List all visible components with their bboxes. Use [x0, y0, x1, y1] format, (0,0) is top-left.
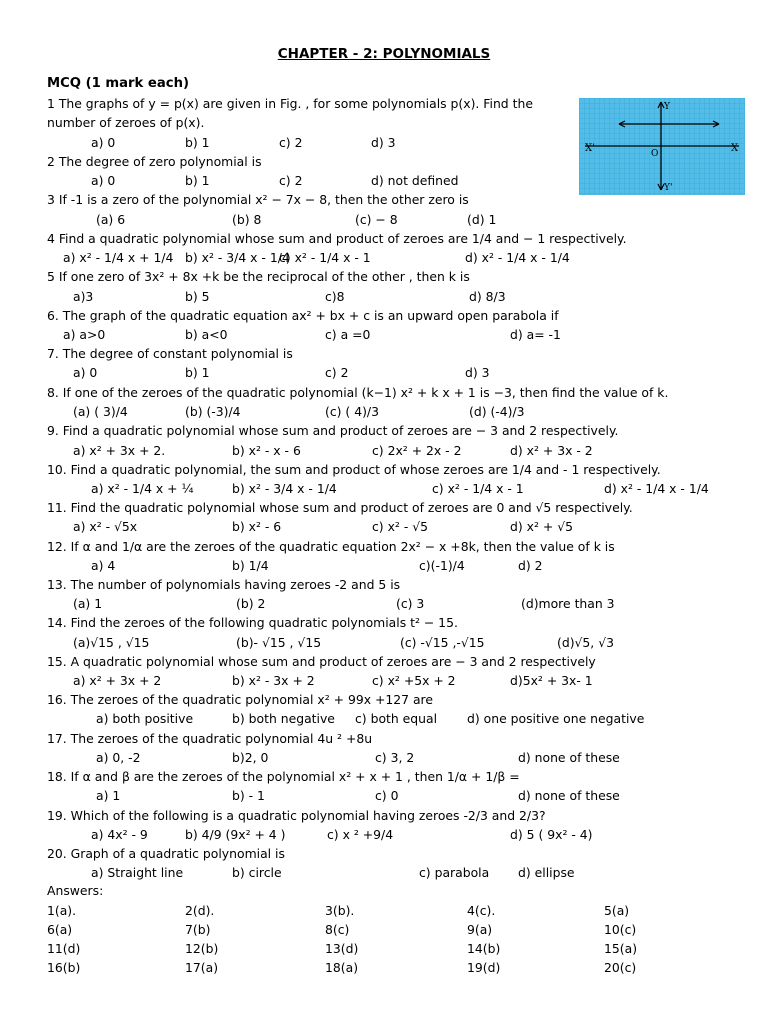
answer-option-d: (d)more than 3	[521, 596, 615, 611]
answer-option-d: d) one positive one negative	[467, 711, 645, 726]
question-text: 2 The degree of zero polynomial is	[47, 154, 262, 169]
answer-option-c: (c) -√15 ,-√15	[400, 635, 485, 650]
answer-option-d: d) x² + 3x - 2	[510, 443, 593, 458]
answer-option-a: a) both positive	[96, 711, 194, 726]
answer-option-c: c)8	[325, 289, 345, 304]
answer-key-item: 4(c).	[467, 903, 496, 918]
question-text: 8. If one of the zeroes of the quadratic polynomial (k−1) x² + k x + 1 is −3, then find the value of k.	[47, 385, 669, 400]
answer-option-b: (b)- √15 , √15	[236, 635, 322, 650]
answer-option-d: d) 2	[518, 558, 543, 573]
answer-option-c: c) 2	[279, 173, 303, 188]
question-text: 18. If α and β are the zeroes of the polynomial x² + x + 1 , then 1/α + 1/β =	[47, 769, 520, 784]
answer-option-d: d) none of these	[518, 788, 620, 803]
answer-key-item: 1(a).	[47, 903, 77, 918]
question-text: 15. A quadratic polynomial whose sum and product of zeroes are − 3 and 2 respectively	[47, 654, 596, 669]
question-text: 16. The zeroes of the quadratic polynomial x² + 99x +127 are	[47, 692, 433, 707]
answer-option-d: d) a= -1	[510, 327, 561, 342]
answer-key-item: 13(d)	[325, 941, 359, 956]
answer-option-a: a) 0	[91, 173, 116, 188]
answer-option-a: a) x² - 1/4 x + ¼	[91, 481, 194, 496]
answer-key-item: 6(a)	[47, 922, 73, 937]
answer-option-a: a) a>0	[63, 327, 106, 342]
answer-option-a: a) 0	[91, 135, 116, 150]
answer-key-item: 19(d)	[467, 960, 501, 975]
answer-option-a: a) 1	[96, 788, 121, 803]
answer-option-a: (a) 1	[73, 596, 103, 611]
question-text: 5 If one zero of 3x² + 8x +k be the reciprocal of the other , then k is	[47, 269, 470, 284]
answer-option-b: b) x² - 3x + 2	[232, 673, 315, 688]
answer-option-b: (b) 2	[236, 596, 266, 611]
answer-option-b: b) 1	[185, 173, 210, 188]
answer-option-b: b) 1	[185, 135, 210, 150]
question-text: 20. Graph of a quadratic polynomial is	[47, 846, 285, 861]
answer-key-item: 17(a)	[185, 960, 219, 975]
answer-key-item: 5(a)	[604, 903, 630, 918]
answer-option-b: b) circle	[232, 865, 282, 880]
answer-option-b: b) 1/4	[232, 558, 269, 573]
answer-option-a: (a)√15 , √15	[73, 635, 150, 650]
answer-option-c: c)(-1)/4	[419, 558, 465, 573]
answer-option-c: (c) ( 4)/3	[325, 404, 379, 419]
question-text: 17. The zeroes of the quadratic polynomial 4u ² +8u	[47, 731, 373, 746]
answer-option-b: (b) 8	[232, 212, 262, 227]
question-text: 9. Find a quadratic polynomial whose sum and product of zeroes are − 3 and 2 respectively.	[47, 423, 619, 438]
graph-figure	[579, 98, 745, 195]
answer-option-a: a) 4	[91, 558, 116, 573]
answer-option-c: c) 0	[375, 788, 399, 803]
answer-option-a: (a) 6	[96, 212, 126, 227]
question-text-continued: number of zeroes of p(x).	[47, 115, 205, 130]
answer-option-d: d) none of these	[518, 750, 620, 765]
question-text: 14. Find the zeroes of the following quadratic polynomials t² − 15.	[47, 615, 458, 630]
answer-option-d: (d) (-4)/3	[469, 404, 525, 419]
answer-option-b: b) - 1	[232, 788, 265, 803]
answer-key-item: 14(b)	[467, 941, 501, 956]
answer-option-d: d) x² - 1/4 x - 1/4	[604, 481, 709, 496]
answer-option-d: d) ellipse	[518, 865, 575, 880]
question-text: 12. If α and 1/α are the zeroes of the quadratic equation 2x² − x +8k, then the value of k is	[47, 539, 615, 554]
answer-option-c: c) x ² +9/4	[327, 827, 394, 842]
answer-option-b: b) 1	[185, 365, 210, 380]
question-text: 7. The degree of constant polynomial is	[47, 346, 293, 361]
question-text: 3 If -1 is a zero of the polynomial x² − 7x − 8, then the other zero is	[47, 192, 469, 207]
answer-key-item: 10(c)	[604, 922, 637, 937]
answer-key-item: 7(b)	[185, 922, 211, 937]
answer-option-c: c) a =0	[325, 327, 371, 342]
answer-option-c: c) parabola	[419, 865, 490, 880]
answer-option-d: d)5x² + 3x- 1	[510, 673, 593, 688]
answer-option-d: d) 3	[465, 365, 490, 380]
answer-option-d: d) not defined	[371, 173, 459, 188]
answer-option-c: c) 2	[325, 365, 349, 380]
answer-option-b: b) x² - x - 6	[232, 443, 301, 458]
answer-option-a: a) x² - √5x	[73, 519, 138, 534]
answer-option-b: b) x² - 3/4 x - 1/4	[232, 481, 337, 496]
answer-option-a: a) 0, -2	[96, 750, 141, 765]
answer-option-b: b) x² - 3/4 x - 1/4	[185, 250, 290, 265]
answer-option-a: a) 4x² - 9	[91, 827, 148, 842]
question-text: 4 Find a quadratic polynomial whose sum and product of zeroes are 1/4 and − 1 respectively.	[47, 231, 627, 246]
answer-option-c: c) x² +5x + 2	[372, 673, 456, 688]
question-text: 19. Which of the following is a quadratic polynomial having zeroes -2/3 and 2/3?	[47, 808, 546, 823]
answer-option-a: a) 0	[73, 365, 98, 380]
y-pos-label: Y	[664, 102, 670, 112]
answer-option-b: (b) (-3)/4	[185, 404, 241, 419]
answer-key-item: 11(d)	[47, 941, 81, 956]
answer-option-c: (c) − 8	[355, 212, 398, 227]
answer-key-item: 16(b)	[47, 960, 81, 975]
answer-option-a: (a) ( 3)/4	[73, 404, 128, 419]
answer-option-d: d) 8/3	[469, 289, 506, 304]
question-text: 11. Find the quadratic polynomial whose sum and product of zeroes are 0 and √5 respectively.	[47, 500, 633, 515]
answer-option-c: c) 2x² + 2x - 2	[372, 443, 462, 458]
answer-option-d: d) 5 ( 9x² - 4)	[510, 827, 593, 842]
answer-option-d: d) x² + √5	[510, 519, 573, 534]
answer-option-a: a) Straight line	[91, 865, 184, 880]
answer-option-b: b) a<0	[185, 327, 228, 342]
answer-key-item: 8(c)	[325, 922, 350, 937]
answer-option-c: c) x² - 1/4 x - 1	[432, 481, 524, 496]
answer-option-c: c) x² - 1/4 x - 1	[279, 250, 371, 265]
answer-option-a: a) x² - 1/4 x + 1/4	[63, 250, 174, 265]
x-neg-label: X'	[585, 143, 595, 154]
answer-key-item: 15(a)	[604, 941, 638, 956]
y-neg-label: Y'	[664, 183, 673, 193]
question-text: 1 The graphs of y = p(x) are given in Fig. , for some polynomials p(x). Find the	[47, 96, 533, 111]
answer-key-item: 18(a)	[325, 960, 359, 975]
answer-option-b: b) x² - 6	[232, 519, 282, 534]
answer-key-item: 9(a)	[467, 922, 493, 937]
answer-option-d: d) 3	[371, 135, 396, 150]
answers-label: Answers:	[47, 883, 104, 898]
question-text: 6. The graph of the quadratic equation ax² + bx + c is an upward open parabola if	[47, 308, 559, 323]
answer-option-a: a) x² + 3x + 2	[73, 673, 162, 688]
answer-option-c: c) both equal	[355, 711, 438, 726]
answer-key-item: 20(c)	[604, 960, 637, 975]
answer-option-c: c) 2	[279, 135, 303, 150]
answer-option-d: (d) 1	[467, 212, 497, 227]
answer-option-b: b) both negative	[232, 711, 335, 726]
answer-option-a: a)3	[73, 289, 94, 304]
question-text: 10. Find a quadratic polynomial, the sum and product of whose zeroes are 1/4 and - 1 respectively.	[47, 462, 661, 477]
answer-option-c: c) 3, 2	[375, 750, 415, 765]
answer-option-d: d) x² - 1/4 x - 1/4	[465, 250, 570, 265]
answer-option-d: (d)√5, √3	[557, 635, 614, 650]
answer-option-b: b)2, 0	[232, 750, 269, 765]
page-title: CHAPTER - 2: POLYNOMIALS	[277, 46, 491, 62]
origin-label: O	[651, 149, 659, 159]
answer-option-a: a) x² + 3x + 2.	[73, 443, 166, 458]
answer-option-c: (c) 3	[396, 596, 425, 611]
answer-key-item: 3(b).	[325, 903, 355, 918]
answer-key-item: 2(d).	[185, 903, 215, 918]
answer-option-b: b) 4/9 (9x² + 4 )	[185, 827, 286, 842]
section-heading: MCQ (1 mark each)	[47, 76, 189, 91]
question-text: 13. The number of polynomials having zeroes -2 and 5 is	[47, 577, 401, 592]
answer-option-c: c) x² - √5	[372, 519, 429, 534]
answer-key-item: 12(b)	[185, 941, 219, 956]
x-pos-label: X	[731, 143, 739, 154]
answer-option-b: b) 5	[185, 289, 210, 304]
